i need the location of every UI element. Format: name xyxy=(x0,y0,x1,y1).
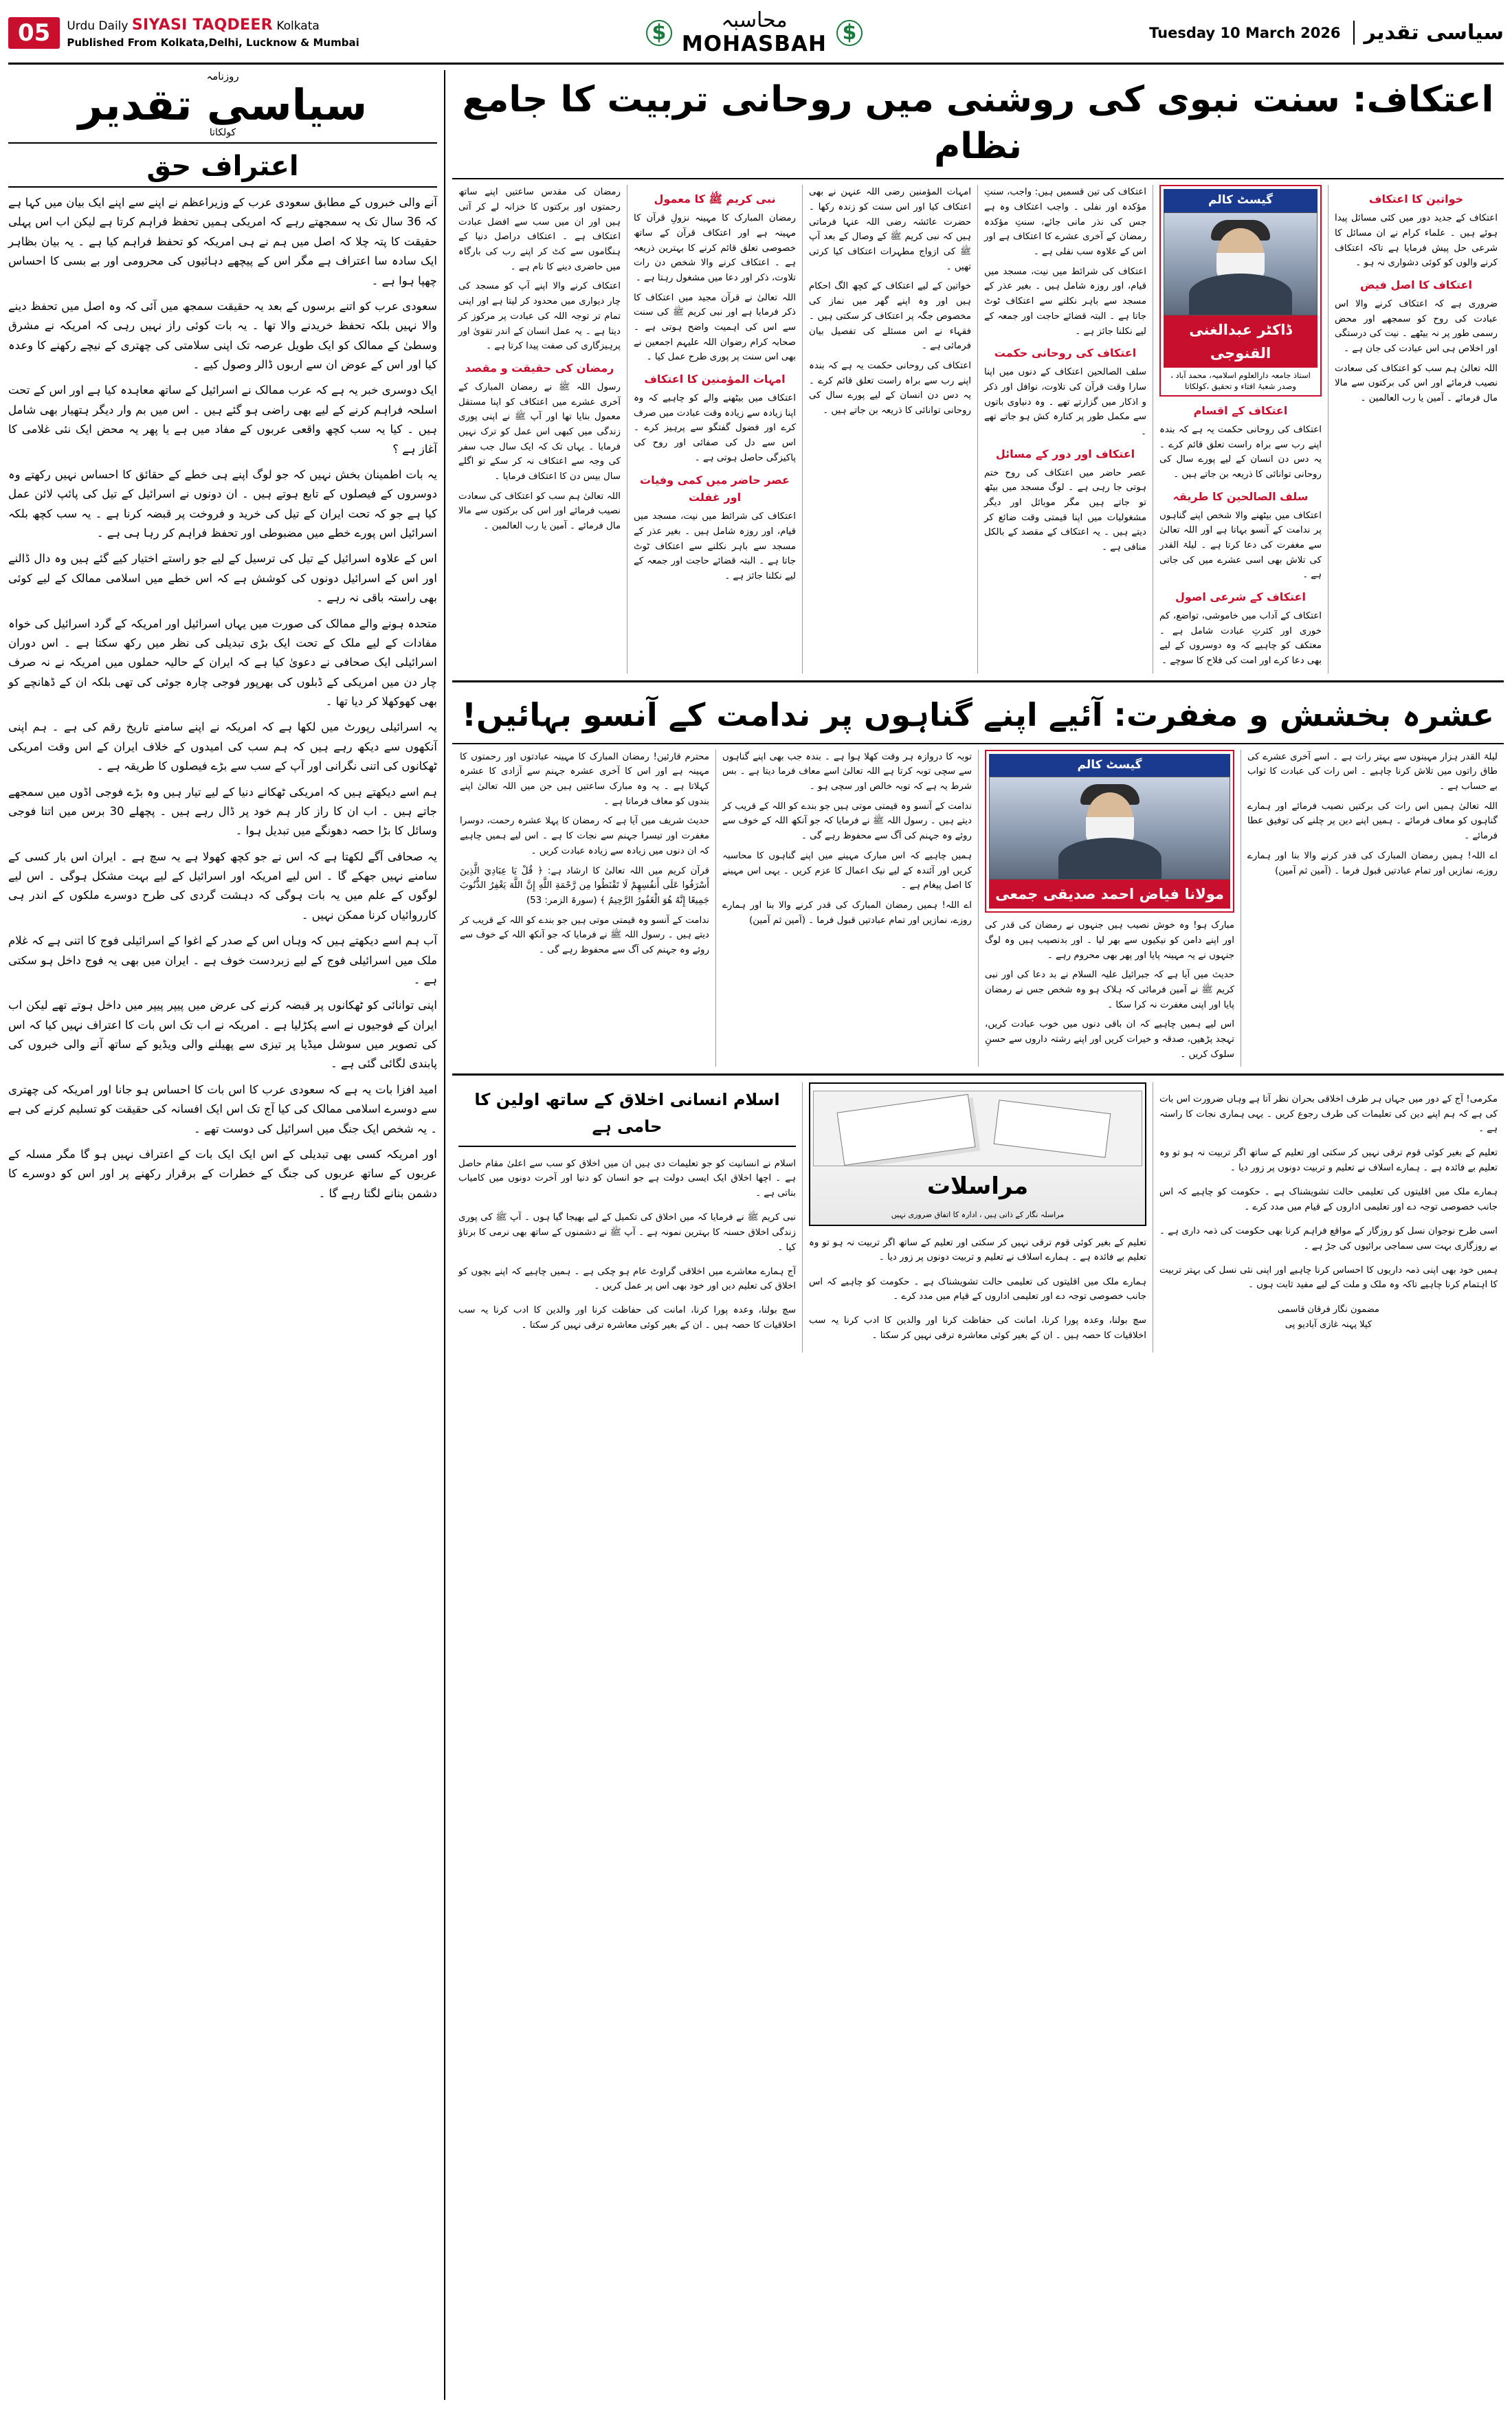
paragraph: اعتکاف کے جدید دور میں کئی مسائل پیدا ہوئے ہیں ۔ علماء کرام نے ان مسائل کا شرعی حل پیش فرمایا ہے تاکہ اعتکاف کرنے والوں کو کوئی دشواری نہ ہو ۔ xyxy=(1335,213,1498,269)
subhead-shari-usool: اعتکاف کے شرعی اصول xyxy=(1175,590,1306,604)
paragraph: یہ بات اطمینان بخش نہیں کہ جو لوگ اپنے ہی خطے کے حقائق کا احساس نہیں رکھتے وہ دوسروں کے فیصلوں کے تابع ہوتے ہیں ۔ ان دونوں نے اسرائیل کے تیل کی پائپ لائن عمل کیا ہے جو کہ تحت ایران کے تیل کی خرید و فروخت پر قبضہ کرنا ہے ۔ یہ سب کچھ بلکہ اسرائیل اس پورے خطے میں مضبوطی اور تحفظ فراہم کر رہا ہی ہے ۔ xyxy=(8,467,437,540)
masthead-right xyxy=(1149,7,1504,58)
paragraph: ضروری ہے کہ اعتکاف کرنے والا اس عبادت کی روح کو سمجھے اور محض رسمی طور پر نہ بیٹھے ۔ نیت کی درستگی اور اخلاص ہی اس عبادت کی جان ہے ۔ xyxy=(1335,298,1498,354)
paragraph: آنے والی خبروں کے مطابق سعودی عرب کے وزیراعظم نے اپنے سے اپنے ایک بیان میں کہا ہے کہ 36 سال تک یہ سمجھتے رہے کہ امریکی ہمیں تحفظ فراہم کرتا ہے لیکن اب اس پہلی حقیقت کا پتہ چلا کہ اصل میں ہم نے ہی امریکہ کو تحفظ فراہم کیا ہے ۔ یہ بیان بظاہر ایک سادہ سا اعتراف ہے مگر اس کے پیچھے دہائیوں کی محرومی اور بے بسی کا احساس چھپا ہوا ہے ۔ xyxy=(8,196,437,287)
paragraph: یہ صحافی آگے لکھتا ہے کہ اس نے جو کچھ کھولا ہے یہ سچ ہے ۔ ایران اس بار کسی کے سامنے نہیں جھکے گا ۔ اس لیے امریکہ اور اسرائیل کے لیے بہت مشکل ہوگی ۔ اس لیے لوگوں کے علم میں یہ بات ہوگی کہ دہشت گردی کی طرح دوسرے ملکوں کے اندر ہی کارروائیاں کرنا ممکن نہیں ۔ xyxy=(8,849,437,922)
section-title-block xyxy=(682,10,827,55)
paragraph: حدیث میں آیا ہے کہ جبرائیل علیہ السلام نے بد دعا کی اور نبی کریم ﷺ نے آمین فرمائی کہ ہلاک ہو وہ شخص جس نے رمضان پایا اور اپنی مغفرت نہ کرا سکا ۔ xyxy=(985,970,1234,1010)
author-card-2 xyxy=(985,750,1234,913)
paragraph: اللہ تعالیٰ ہمیں اس رات کی برکتیں نصیب فرمائے اور ہمارے گناہوں کو معاف فرمائے ۔ ہمیں اپنے دین پر چلنے کی توفیق عطا فرمائے ۔ xyxy=(1247,801,1498,842)
paragraph: سچ بولنا، وعدہ پورا کرنا، امانت کی حفاظت کرنا اور والدین کا ادب کرنا یہ سب اخلاقیات کا حصہ ہیں ۔ ان کے بغیر کوئی معاشرہ ترقی نہیں کر سکتا ۔ xyxy=(809,1315,1146,1342)
paragraph: اسی طرح نوجوان نسل کو روزگار کے مواقع فراہم کرنا بھی حکومت کی ذمہ داری ہے ۔ بے روزگاری بہت سی سماجی برائیوں کی جڑ ہے ۔ xyxy=(1159,1225,1498,1251)
paragraph: حدیث شریف میں آیا ہے کہ رمضان کا پہلا عشرہ رحمت، دوسرا مغفرت اور تیسرا جہنم سے نجات کا ہے ۔ اس لیے ہمیں چاہیے کہ ان دنوں میں زیادہ سے زیادہ عبادت کریں ۔ xyxy=(460,816,709,856)
issue-date: Tuesday 10 March 2026 xyxy=(1149,24,1341,41)
paragraph: عصر حاضر میں اعتکاف کی روح ختم ہوتی جا رہی ہے ۔ لوگ مسجد میں بیٹھ تو جاتے ہیں مگر موبائل اور دیگر مشغولیات میں اپنا قیمتی وقت ضائع کر دیتے ہیں ۔ یہ اعتکاف کے مقصد کے بالکل منافی ہے ۔ xyxy=(984,467,1146,553)
masthead-left xyxy=(8,7,359,58)
article-ashra-col-4 xyxy=(1241,750,1504,1067)
paragraph: سچ بولنا، وعدہ پورا کرنا، امانت کی حفاظت کرنا اور والدین کا ادب کرنا یہ سب اخلاقیات کا حصہ ہیں ۔ ان کے بغیر کوئی معاشرہ ترقی نہیں کر سکتا ۔ xyxy=(458,1305,796,1331)
paragraph: اعتکاف کے آداب میں خاموشی، تواضع، کم خوری اور کثرتِ عبادت شامل ہے ۔ معتکف کو چاہیے کہ وہ دوسروں کے لیے بھی دعا کرے اور امت کی فلاح کا سوچے ۔ xyxy=(1159,610,1322,667)
editorial-logo-title: سیاسی تقدیر xyxy=(78,80,368,130)
paragraph: سلف الصالحین اعتکاف کے دنوں میں اپنا سارا وقت قرآن کی تلاوت، نوافل اور ذکر و اذکار میں گزارتے تھے ۔ وہ دنیاوی باتوں سے مکمل طور پر کنارہ کش ہو جاتے تھے ۔ xyxy=(984,367,1146,437)
editorial-logo xyxy=(8,70,437,144)
article-ashra-col-1 xyxy=(454,750,716,1067)
letters-col-middle xyxy=(803,1082,1153,1353)
author-photo-1 xyxy=(1164,212,1318,315)
subhead-khawateen: خواتین کا اعتکاف xyxy=(1368,192,1464,206)
subhead-asl-faiz: اعتکاف کا اصل فیض xyxy=(1360,278,1472,291)
article-ashra xyxy=(452,689,1504,1076)
guest-column-label-2: گیسٹ کالم xyxy=(989,754,1230,777)
masthead-brand-en: SIYASI TAQDEER xyxy=(131,16,273,34)
paragraph: ندامت کے آنسو وہ قیمتی موتی ہیں جو بندے کو اللہ کے قریب کر دیتے ہیں ۔ رسول اللہ ﷺ نے فرمایا کہ جو آنکھ اللہ کے خوف سے روئے وہ جہنم کی آگ سے محفوظ رہے گی ۔ xyxy=(460,915,709,956)
masthead-city: Kolkata xyxy=(276,19,320,33)
masthead-published-from: Published From Kolkata,Delhi, Lucknow & Mumbai xyxy=(67,36,359,49)
subhead-ruhani-hikmat: اعتکاف کی روحانی حکمت xyxy=(994,346,1137,360)
paragraph: اعتکاف کی روحانی حکمت یہ ہے کہ بندہ اپنے رب سے براہ راست تعلق قائم کرے ۔ یہ دس دن انسان کے لیے پورے سال کی روحانی توانائی کا ذریعہ بن جاتے ہیں ۔ xyxy=(809,360,971,416)
paragraph: اعتکاف کی شرائط میں نیت، مسجد میں قیام، اور روزہ شامل ہیں ۔ بغیر عذر کے مسجد سے باہر نکلنے سے اعتکاف ٹوٹ جاتا ہے ۔ البتہ قضائے حاجت اور جمعہ کے لیے نکلنا جائز ہے ۔ xyxy=(984,266,1146,337)
paragraph: اعتکاف میں بیٹھنے والا شخص اپنے گناہوں پر ندامت کے آنسو بہاتا ہے اور اللہ تعالیٰ سے مغفرت کی دعا کرتا ہے ۔ لیلۃ القدر کی تلاش بھی اسی عشرے میں کی جاتی ہے ۔ xyxy=(1159,510,1322,581)
article-itikaf-col-3 xyxy=(803,185,978,674)
murasalat-title: مراسلات xyxy=(926,1172,1029,1201)
article-itikaf-columns xyxy=(452,185,1504,674)
paragraph: مکرمی! آج کے دور میں جہاں ہر طرف اخلاقی بحران نظر آتا ہے وہاں ضرورت اس بات کی ہے کہ ہم اپنے دین کی تعلیمات کی طرف رجوع کریں ۔ یہی ہماری نجات کا راستہ ہے ۔ xyxy=(1159,1093,1498,1135)
subhead-daur-masail: اعتکاف اور دور کے مسائل xyxy=(995,447,1135,460)
paragraph: تعلیم کے بغیر کوئی قوم ترقی نہیں کر سکتی اور تعلیم کے ساتھ اگر تربیت نہ ہو تو وہ تعلیم بے فائدہ ہے ۔ ہمارے اسلاف نے تعلیم و تربیت دونوں پر زور دیا ۔ xyxy=(809,1237,1146,1263)
paragraph: اعتکاف کی شرائط میں نیت، مسجد میں قیام، اور روزہ شامل ہیں ۔ بغیر عذر کے مسجد سے باہر نکلنے سے اعتکاف ٹوٹ جاتا ہے ۔ البتہ قضائے حاجت اور جمعہ کے لیے نکلنا جائز ہے ۔ xyxy=(634,511,796,582)
subhead-asr-hazir: عصر حاضر میں کمی وفیات اور غفلت xyxy=(640,473,790,504)
dollar-icon-right: $ xyxy=(836,20,863,46)
paragraph: محترم قارئین! رمضان المبارک کا مہینہ عبادتوں اور رحمتوں کا مہینہ ہے اور اس کا آخری عشرہ جہنم سے آزادی کا عشرہ کہلاتا ہے ۔ یہ وہ مبارک ساعتیں ہیں جن میں اللہ تعالیٰ اپنے بندوں کو معاف فرماتا ہے ۔ xyxy=(460,751,709,807)
paragraph: اعتکاف میں بیٹھنے والے کو چاہیے کہ وہ اپنا زیادہ سے زیادہ وقت عبادت میں صرف کرے اور فضول گفتگو سے پرہیز کرے ۔ اس سے دل کی صفائی اور روح کی پاکیزگی حاصل ہوتی ہے ۔ xyxy=(634,393,796,463)
section-title-en: MOHASBAH xyxy=(681,32,827,56)
paragraph: مبارک ہو! وہ خوش نصیب ہیں جنہوں نے رمضان کی قدر کی اور اپنے دامن کو نیکیوں سے بھر لیا ۔ اور بدنصیب ہیں وہ لوگ جنہوں نے یہ مہینہ پایا اور پھر بھی محروم رہے ۔ xyxy=(985,920,1234,961)
dollar-icon-left: $ xyxy=(646,20,672,46)
subhead-ramzan-haqiqat: رمضان کی حقیقت و مقصد xyxy=(465,361,614,375)
article-itikaf-col-2 xyxy=(627,185,803,674)
paragraph: ایک دوسری خبر یہ ہے کہ عرب ممالک نے اسرائیل کے ساتھ معاہدہ کیا ہے اور اس کے تحت اسلحہ فراہم کرنے کے لیے بھی راضی ہو گئے ہیں ۔ اس میں بم وار دیگر ہتھیار بھی شامل ہیں ۔ کیا یہ سب کچھ واقعی عربوں کے مفاد میں ہے یا پھر یہ محض ایک نئی غلامی کا آغاز ہے ؟ xyxy=(8,383,437,456)
author-card-1 xyxy=(1159,185,1322,397)
paragraph: قرآن کریم میں اللہ تعالیٰ کا ارشاد ہے: ﴿ قُلْ يَا عِبَادِيَ الَّذِينَ أَسْرَفُوا عَلَى أَنفُسِهِمْ لَا تَقْنَطُوا مِن رَّحْمَةِ اللَّهِ إِنَّ اللَّهَ يَغْفِرُ الذُّنُوبَ جَمِيعًا إِنَّهُ هُوَ الْغَفُورُ الرَّحِيمُ ﴾ (سورۃ الزمر: 53) xyxy=(460,865,709,906)
paragraph: سعودی عرب کو اتنے برسوں کے بعد یہ حقیقت سمجھ میں آئی کہ وہ اصل میں تحفظ دینے والا نہیں بلکہ تحفظ خریدنے والا تھا ۔ یہ بات کوئی راز نہیں رہی کہ امریکہ نے مشرق وسطیٰ کے ممالک کو ایک طویل عرصہ تک اپنی سلامتی کی چھتری کے نیچے رکھنے کا وعدہ کیا اور اس کے عوض ان سے اربوں ڈالر وصول کیے ۔ xyxy=(8,299,437,372)
article-itikaf-col-6 xyxy=(1328,185,1504,674)
paragraph: تعلیم کے بغیر کوئی قوم ترقی نہیں کر سکتی اور تعلیم کے ساتھ اگر تربیت نہ ہو تو وہ تعلیم بے فائدہ ہے ۔ ہمارے اسلاف نے تعلیم و تربیت دونوں پر زور دیا ۔ xyxy=(1159,1148,1498,1174)
paragraph: اعتکاف کی تین قسمیں ہیں: واجب، سنتِ مؤکدہ اور نفلی ۔ واجب اعتکاف وہ ہے جس کی نذر مانی جائے، سنتِ مؤکدہ رمضان کے آخری عشرے کا اعتکاف ہے اور اس کے علاوہ سب نفلی ہے ۔ xyxy=(984,187,1146,257)
paragraph: رمضان کی مقدس ساعتیں اپنے ساتھ رحمتوں اور برکتوں کا خزانہ لے کر آتی ہیں اور ان میں سب سے افضل عبادت اعتکاف ہے ۔ اعتکاف دراصل دنیا کے ہنگاموں سے کٹ کر اپنے رب کی بارگاہ میں حاضری دینے کا نام ہے ۔ xyxy=(458,187,621,272)
paragraph: آب ہم اسے دیکھتے ہیں کہ وہاں اس کے صدر کے اغوا کے اسرائیلی فوج کا اتنی ہے کہ غلام ملک میں اسرائیلی فوج کے لیے زبردست خوف ہے ۔ ایران میں بھی یہ فوج داخل ہو سکتی ہے ۔ xyxy=(8,934,437,986)
paragraph: اللہ تعالیٰ ہم سب کو اعتکاف کی سعادت نصیب فرمائے اور اس کی برکتوں سے مالا مال فرمائے ۔ آمین یا رب العالمین ۔ xyxy=(458,491,621,532)
letters-col-right xyxy=(1153,1082,1504,1353)
paragraph: خواتین کے لیے اعتکاف کے کچھ الگ احکام ہیں اور وہ اپنے گھر میں نماز کی مخصوص جگہ پر اعتکاف کر سکتی ہیں ۔ فقہاء نے اس مسئلے کی تفصیل بیان فرمائی ہے ۔ xyxy=(809,281,971,352)
editorial-column xyxy=(8,70,445,2400)
letter-author: مضمون نگار فرقان قاسمی xyxy=(1278,1304,1379,1315)
paragraph: اس لیے ہمیں چاہیے کہ ان باقی دنوں میں خوب عبادت کریں، تہجد پڑھیں، صدقہ و خیرات کریں اور اپنے رشتہ داروں سے حسنِ سلوک کریں ۔ xyxy=(985,1019,1234,1060)
subhead-salaf: سلف الصالحین کا طریقہ xyxy=(1172,489,1309,503)
article-itikaf-headline: اعتکاف: سنت نبوی کی روشنی میں روحانی تربیت کا جامع نظام xyxy=(452,70,1504,179)
masthead xyxy=(8,7,1504,65)
subhead-umahat: امہات المؤمنین کا اعتکاف xyxy=(644,372,786,386)
paragraph: ہم اسے دیکھتے ہیں کہ امریکی ٹھکانے دنیا کے لیے تیار ہیں وہ بڑے فوجی اڈوں میں سمجھے جاتے ہیں ۔ اب ان کا راز کار ہم خود پر ڈال رہے ہیں ۔ پچھلے 30 برس میں اتنا فوجی وسائل کا بڑا حصہ دھونگے میں تبدیل ہوا ۔ xyxy=(8,785,437,838)
article-ashra-columns xyxy=(452,750,1504,1067)
paragraph: اپنی توانائی کو ٹھکانوں پر قبضہ کرنے کی عرض میں پیپر پیپر میں داخل ہوتے تھے لیکن اب ایران کے فوجیوں نے اسے پکڑلیا ہے ۔ امریکہ نے اب تک اس بات کا اعتراف نہیں کیا کہ اس کی تصویر میں سوشل میڈیا پر تیزی سے پھیلنے والی ویڈیو کے ساتھ آنے والی خبروں کی پابندی لگائی گئی ہے ۔ xyxy=(8,999,437,1071)
paragraph: اللہ تعالیٰ ہم سب کو اعتکاف کی سعادت نصیب فرمائے اور اس کی برکتوں سے مالا مال فرمائے ۔ آمین یا رب العالمین ۔ xyxy=(1335,363,1498,404)
paragraph: ہمارے ملک میں اقلیتوں کی تعلیمی حالت تشویشناک ہے ۔ حکومت کو چاہیے کہ اس جانب خصوصی توجہ دے اور تعلیمی اداروں کے قیام میں مدد کرے ۔ xyxy=(1159,1187,1498,1212)
letters-col-left xyxy=(452,1082,803,1353)
editorial-logo-city: کولکاتا xyxy=(209,127,236,139)
paragraph: رمضان المبارک کا مہینہ نزولِ قرآن کا مہینہ ہے اور اعتکاف قرآن کے ساتھ خصوصی تعلق قائم کرنے کا بہترین ذریعہ ہے ۔ اعتکاف کرنے والا شخص دن رات تلاوت، ذکر اور دعا میں مشغول رہتا ہے ۔ xyxy=(634,213,796,283)
paragraph: اعتکاف کرنے والا اپنے آپ کو مسجد کی چار دیواری میں محدود کر لیتا ہے اور اپنی تمام تر توجہ اللہ کی عبادت پر مرکوز کر دیتا ہے ۔ یہ عمل انسان کے اندر تقویٰ اور پرہیزگاری کی صفت پیدا کرتا ہے ۔ xyxy=(458,281,621,352)
paragraph: ہمیں خود بھی اپنی ذمہ داریوں کا احساس کرنا چاہیے اور اپنی نئی نسل کی بہتر تربیت کا اہتمام کرنا چاہیے تاکہ وہ ملک و ملت کے لیے مفید ثابت ہوں ۔ xyxy=(1159,1265,1498,1291)
paragraph: رسول اللہ ﷺ نے رمضان المبارک کے آخری عشرے میں اعتکاف کو اپنا مستقل معمول بنایا تھا اور آپ ﷺ نے اپنی پوری زندگی میں کبھی اس عمل کو ترک نہیں فرمایا ۔ یہاں تک کہ ایک سال جب سفر کی وجہ سے اعتکاف نہ کر سکے تو اگلے سال بیس دن کا اعتکاف فرمایا ۔ xyxy=(458,381,621,482)
paragraph: امہات المؤمنین رضی اللہ عنہن نے بھی اعتکاف کیا اور اس سنت کو زندہ رکھا ۔ حضرت عائشہ رضی اللہ عنہا فرماتی ہیں کہ نبی کریم ﷺ کے وصال کے بعد آپ ﷺ کی ازواج مطہرات اعتکاف کیا کرتی تھیں ۔ xyxy=(809,187,971,272)
subhead-aqsam: اعتکاف کے اقسام xyxy=(1193,403,1288,417)
paragraph: اللہ تعالیٰ نے قرآن مجید میں اعتکاف کا ذکر فرمایا ہے اور نبی کریم ﷺ کی سنت سے اس کی اہمیت واضح ہوتی ہے ۔ صحابہ کرام رضوان اللہ علیہم اجمعین نے بھی اس سنت پر پوری طرح عمل کیا ۔ xyxy=(634,292,796,363)
murasalat-banner xyxy=(809,1082,1146,1226)
author-torso xyxy=(1189,274,1292,315)
paragraph: توبہ کا دروازہ ہر وقت کھلا ہوا ہے ۔ بندہ جب بھی اپنے گناہوں سے سچی توبہ کرتا ہے اللہ تعالیٰ اسے معاف فرما دیتا ہے ۔ بس شرط یہ ہے کہ توبہ خالص اور سچی ہو ۔ xyxy=(722,751,972,792)
paragraph: نبی کریم ﷺ نے فرمایا کہ میں اخلاق کی تکمیل کے لیے بھیجا گیا ہوں ۔ آپ ﷺ کی پوری زندگی اخلاق حسنہ کا بہترین نمونہ ہے ۔ آپ ﷺ نے دشمنوں کے ساتھ بھی نرمی کا برتاؤ کیا ۔ xyxy=(458,1212,796,1253)
masthead-logo-urdu: سیاسی تقدیر xyxy=(1353,21,1504,45)
paragraph: امید افزا بات یہ ہے کہ سعودی عرب کا اس بات کا احساس ہو جانا اور امریکہ کی چھتری سے دوسرے اسلامی ممالک کی کیا آج تک اس ایک افسانہ کی حقیقت کو تسلیم کرنے کی ہے ۔ یہ شخص ایک جنگ میں اسرائیل کی دوست تھے ۔ xyxy=(8,1082,437,1135)
murasalat-disclaimer: مراسلہ نگار کے ذاتی ہیں ، ادارہ کا اتفاق ضروری نہیں xyxy=(891,1210,1065,1219)
article-ashra-col-2 xyxy=(716,750,979,1067)
editorial-body xyxy=(8,193,437,1203)
page-number: 05 xyxy=(8,17,60,49)
subhead-nabi-karim: نبی کریم ﷺ کا معمول xyxy=(654,192,776,206)
article-ashra-col-3 xyxy=(979,750,1241,1067)
masthead-publication-info xyxy=(67,16,359,49)
main-content-area xyxy=(452,70,1504,2400)
paragraph: ندامت کے آنسو وہ قیمتی موتی ہیں جو بندے کو اللہ کے قریب کر دیتے ہیں ۔ رسول اللہ ﷺ نے فرمایا کہ جو آنکھ اللہ کے خوف سے روئے وہ جہنم کی آگ سے محفوظ رہے گی ۔ xyxy=(722,801,972,842)
paragraph: اور امریکہ کسی بھی تبدیلی کے اس ایک ایک بات کے اعتراف نہیں ہو گا مگر مسلہ کے عربوں کے ساتھ عربوں کی جنگ کے خطرات کے برقرار رکھنے پر اور اس کو دوسرے کا دشمن بنانے لگتا رہے گا ۔ xyxy=(8,1147,437,1200)
letters-headline: اسلام انسانی اخلاق کے ساتھ اولین کا حامی ہے xyxy=(458,1082,796,1147)
masthead-center xyxy=(646,7,863,58)
editorial-title: اعتراف حق xyxy=(8,144,437,188)
murasalat-artwork xyxy=(813,1091,1142,1166)
article-itikaf-col-5 xyxy=(1153,185,1328,674)
author-name-1: ڈاکٹر عبدالغنی القنوجی xyxy=(1164,315,1318,368)
paragraph: متحدہ ہونے والے ممالک کی صورت میں یہاں اسرائیل اور امریکہ کے گرد اسرائیل کی خواہ مفادات کے لیے ملک کے تحت ایک بڑی تبدیلی کی نظر میں رکھ سکتا ہے ۔ اس دوران اسرائیلی ایک صحافی نے دعویٰ کیا ہے کہ ایران کے حالیہ حملوں میں امریکہ نے نہ صرف چار دن میں امریکی کے ڈبلوں کی بھرپور فوجی چارہ جوئی کی تھی بلکہ ان کے ڈھانچے کو بھی کھوکھلا کر دیا تھا ۔ xyxy=(8,616,437,709)
article-itikaf-col-4 xyxy=(978,185,1153,674)
letters-section xyxy=(452,1082,1504,1353)
author-torso-2 xyxy=(1058,838,1161,879)
paragraph: اس کے علاوہ اسرائیل کے تیل کی ترسیل کے لیے جو راستے اختیار کیے گئے ہیں وہ دال ڈالنے اور اس کے اسرائیل دونوں کی کوشش ہے کہ اس خطے میں اسلامی ممالک کے لیے کوئی بھی راستہ باقی نہ رہے ۔ xyxy=(8,552,437,605)
paragraph: اے اللہ! ہمیں رمضان المبارک کی قدر کرنے والا بنا اور ہمارے روزے، نمازیں اور تمام عبادتیں قبول فرما ۔ (آمین ثم آمین) xyxy=(1247,850,1498,876)
page-body xyxy=(8,70,1504,2400)
letter-author-address: کیلا پہنہ غازی آبادیو پی xyxy=(1285,1319,1372,1330)
article-itikaf-col-1 xyxy=(452,185,627,674)
paragraph: یہ اسرائیلی رپورٹ میں لکھا ہے کہ امریکہ نے اپنے سامنے تاریخ رقم کی ہے ۔ ہم اپنی آنکھوں سے دیکھ رہے ہیں کہ ہم سب کی امیدوں کے خلاف ایران کے اس وقت امریکی ٹھکانوں کی اتنی نگرانی اور آپ کے سب سے بڑے فیصلوں کا طریقہ ہے ۔ xyxy=(8,720,437,773)
paragraph: لیلۃ القدر ہزار مہینوں سے بہتر رات ہے ۔ اسے آخری عشرے کی طاق راتوں میں تلاش کرنا چاہیے ۔ اس رات کی عبادت کا ثواب بے حساب ہے ۔ xyxy=(1247,751,1498,792)
author-role-1: استاذ جامعہ دارالعلوم اسلامیہ، محمد آباد ، وصدر شعبۂ افتاء و تحقیق ،کولکاتا xyxy=(1170,370,1311,391)
article-ashra-headline: عشرہ بخشش و مغفرت: آئیے اپنے گناہوں پر ندامت کے آنسو بہائیں! xyxy=(452,689,1504,744)
paragraph: ہمارے ملک میں اقلیتوں کی تعلیمی حالت تشویشناک ہے ۔ حکومت کو چاہیے کہ اس جانب خصوصی توجہ دے اور تعلیمی اداروں کے قیام میں مدد کرے ۔ xyxy=(809,1276,1146,1302)
paragraph: اسلام نے انسانیت کو جو تعلیمات دی ہیں ان میں اخلاق کو سب سے اعلیٰ مقام حاصل ہے ۔ اچھا اخلاق ایک ایسی دولت ہے جو انسان کو دنیا اور آخرت دونوں میں کامیاب بناتی ہے ۔ xyxy=(458,1158,796,1199)
author-photo-2 xyxy=(989,777,1230,880)
paragraph: اے اللہ! ہمیں رمضان المبارک کی قدر کرنے والا بنا اور ہمارے روزے، نمازیں اور تمام عبادتیں قبول فرما ۔ (آمین ثم آمین) xyxy=(722,900,972,926)
guest-column-label: گیسٹ کالم xyxy=(1164,189,1318,212)
letter-signature xyxy=(1159,1302,1498,1333)
paragraph: آج ہمارے معاشرے میں اخلاقی گراوٹ عام ہو چکی ہے ۔ ہمیں چاہیے کہ اپنے بچوں کو اخلاق کی تعلیم دیں اور خود بھی اس پر عمل کریں ۔ xyxy=(458,1266,796,1292)
section-title-urdu: محاسبہ xyxy=(721,8,788,32)
masthead-kicker: Urdu Daily xyxy=(67,19,129,33)
paragraph: اعتکاف کی روحانی حکمت یہ ہے کہ بندہ اپنے رب سے براہ راست تعلق قائم کرے ۔ یہ دس دن انسان کے لیے پورے سال کی روحانی توانائی کا ذریعہ بن جاتے ہیں ۔ xyxy=(1159,424,1322,480)
paragraph: ہمیں چاہیے کہ اس مبارک مہینے میں اپنے گناہوں کا محاسبہ کریں اور آئندہ کے لیے نیک اعمال کا عزم کریں ۔ یہی اس مہینے کا اصل پیغام ہے ۔ xyxy=(722,850,972,891)
article-itikaf xyxy=(452,70,1504,682)
author-name-2: مولانا فیاض احمد صدیقی جمعی xyxy=(989,880,1230,909)
editorial-logo-kicker: روزنامہ xyxy=(206,70,239,82)
